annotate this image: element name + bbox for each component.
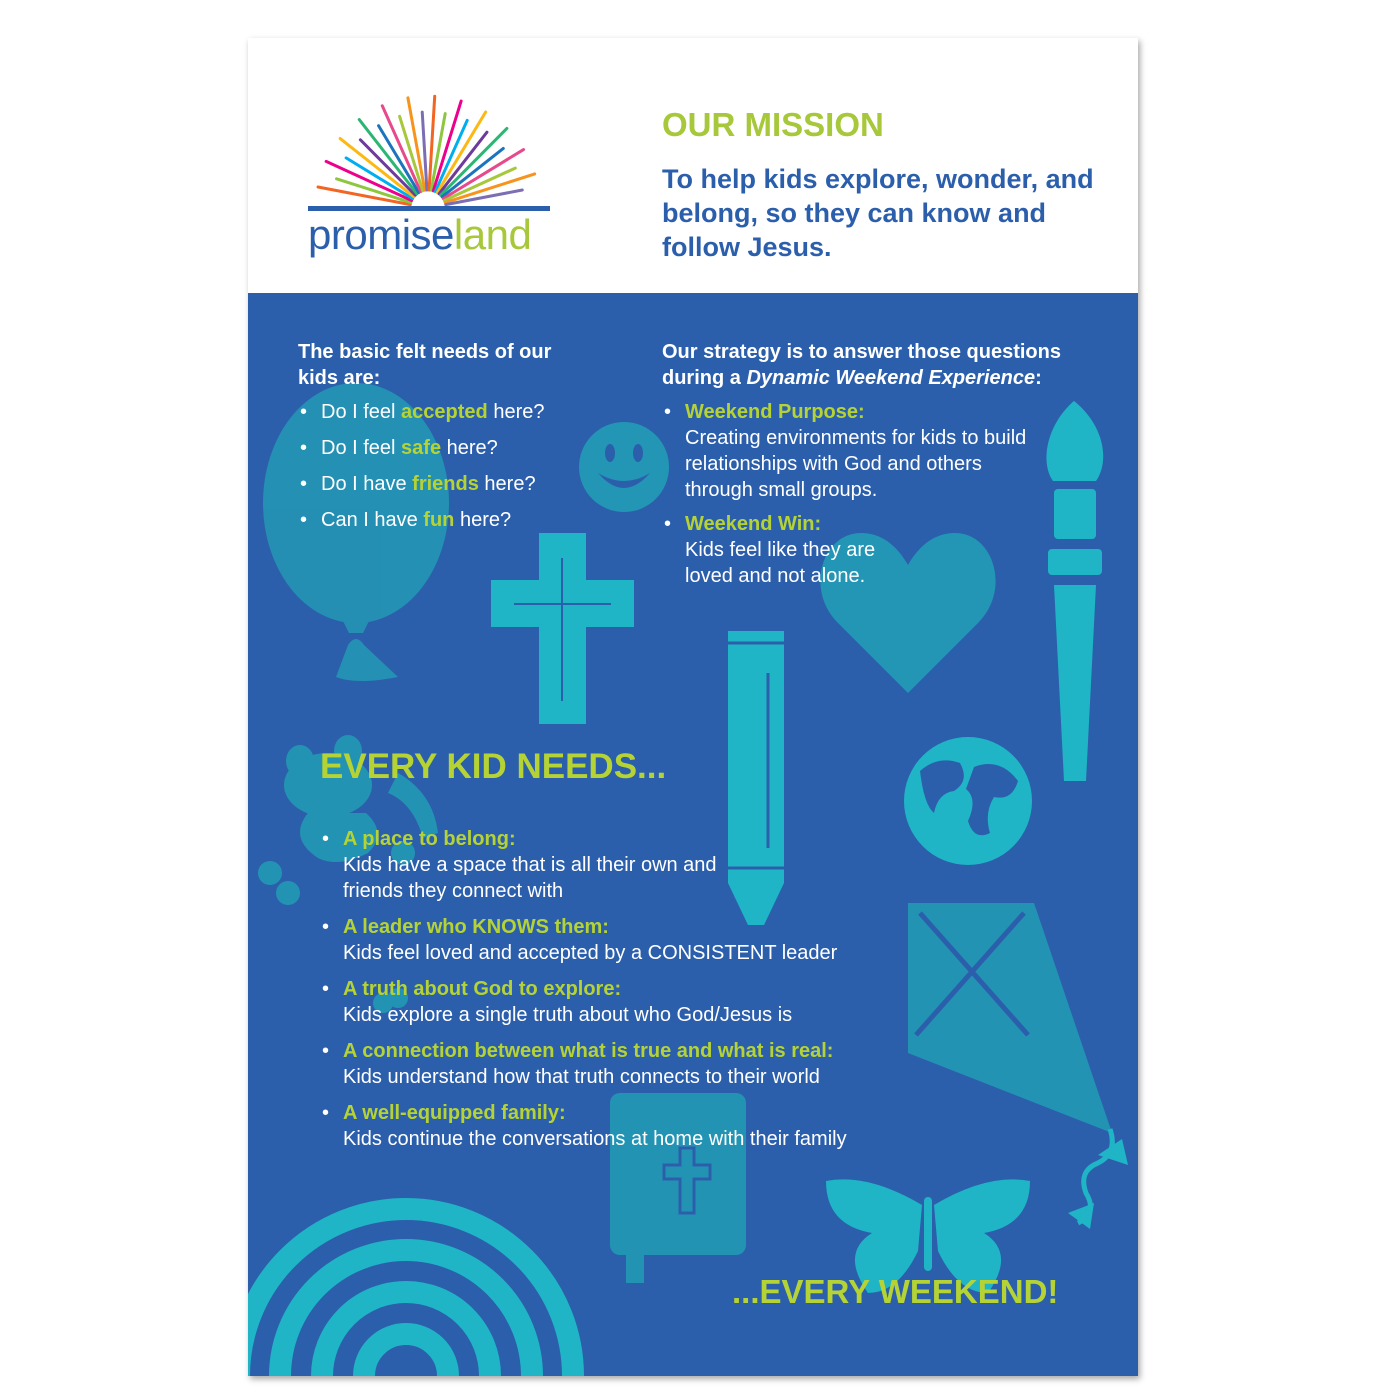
promiseland-logo-wordmark [308, 211, 532, 258]
list-item [320, 914, 960, 966]
strategy-text: Kids feel like they are loved and not alone. [685, 539, 876, 587]
need-description: Kids explore a single truth about who God/Jesus is [343, 1004, 793, 1026]
list-item [662, 399, 1045, 503]
mission-statement: To help kids explore, wonder, and belong, so they can know and follow Jesus. [662, 164, 1094, 262]
rainbow-icon [248, 1209, 573, 1376]
need-label: • A well-equipped family: [343, 1102, 566, 1124]
strategy-intro [662, 339, 1124, 391]
strategy-intro-emphasis: Dynamic Weekend Experience [746, 367, 1036, 389]
need-description: Kids feel loved and accepted by a CONSISTENT leader [343, 942, 838, 964]
every-kid-needs-list [320, 826, 960, 1152]
need-description: Kids understand how that truth connects to their world [343, 1066, 820, 1088]
need-description: Kids have a space that is all their own and friends they connect with [343, 854, 717, 902]
strategy-intro-text: : [1035, 367, 1042, 389]
logo-word-part2: land [453, 211, 532, 258]
need-highlight: safe [401, 437, 442, 459]
need-text: here? [441, 437, 498, 459]
list-item [662, 511, 920, 589]
need-text: here? [454, 509, 512, 531]
felt-needs-intro: The basic felt needs of our kids are: [298, 341, 552, 389]
list-item [298, 435, 558, 461]
every-weekend-closing: ...EVERY WEEKEND! [732, 1273, 1059, 1310]
list-item [320, 976, 960, 1028]
promiseland-logo-rays-icon [303, 90, 553, 215]
every-kid-needs-title: EVERY KID NEEDS... [320, 747, 667, 786]
need-description: Kids continue the conversations at home with their family [343, 1128, 847, 1150]
cross-icon [491, 533, 634, 724]
logo-word-part1: promise [308, 211, 454, 258]
every-kid-needs-section [320, 826, 960, 1162]
strategy-label: • Weekend Win: [685, 513, 822, 535]
need-label: • A leader who KNOWS them: [343, 916, 609, 938]
list-item [298, 399, 558, 425]
need-highlight: fun [423, 509, 455, 531]
need-text: here? [478, 473, 536, 495]
header [248, 38, 1138, 293]
strategy-intro-text: Our strategy is to answer those questions during a [662, 341, 1061, 389]
need-text: Do I feel [321, 437, 402, 459]
smiley-icon [579, 422, 669, 512]
need-text: Can I have [321, 509, 424, 531]
content-panel [248, 293, 1138, 1376]
need-label: • A place to belong: [343, 828, 516, 850]
list-item [298, 507, 558, 533]
strategy-label: • Weekend Purpose: [685, 401, 865, 423]
mission-title: OUR MISSION [662, 106, 884, 143]
felt-needs-list [298, 399, 558, 533]
felt-needs-section [298, 339, 558, 543]
poster [248, 38, 1138, 1376]
need-text: Do I feel [321, 401, 402, 423]
logo-ray [360, 140, 415, 195]
strategy-list [662, 399, 1124, 589]
need-highlight: accepted [401, 401, 488, 423]
need-highlight: friends [412, 473, 479, 495]
need-label: • A truth about God to explore: [343, 978, 622, 1000]
need-text: Do I have [321, 473, 413, 495]
strategy-section [662, 339, 1124, 597]
list-item [320, 1038, 960, 1090]
list-item [298, 471, 558, 497]
list-item [320, 826, 723, 904]
list-item [320, 1100, 960, 1152]
need-label: • A connection between what is true and what is real: [343, 1040, 834, 1062]
strategy-text: Creating environments for kids to build relationships with God and others through small groups. [685, 427, 1027, 501]
need-text: here? [487, 401, 545, 423]
